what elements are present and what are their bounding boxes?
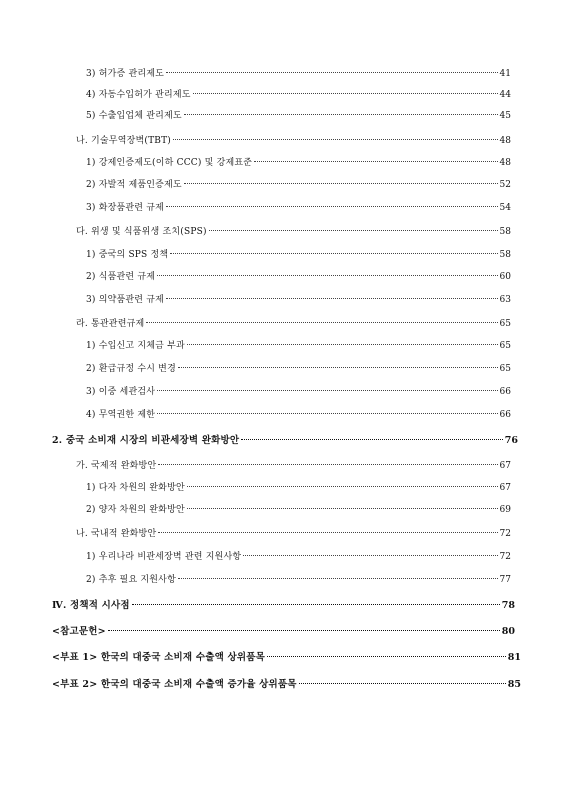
- toc-entry-label: <참고문헌>: [52, 626, 106, 637]
- toc-leader-dots: [187, 344, 498, 345]
- toc-leader-dots: [166, 298, 498, 299]
- toc-entry-label: 3) 허가증 관리제도: [86, 69, 165, 79]
- toc-entry-label: 3) 의약품관련 규제: [86, 295, 165, 305]
- toc-entry-label: 2) 식품관련 규제: [86, 272, 156, 282]
- toc-entry-label: 1) 강제인증제도(이하 CCC) 및 강제표준: [86, 158, 253, 168]
- toc-entry-page: 44: [499, 90, 511, 100]
- toc-leader-dots: [157, 390, 497, 391]
- toc-entry-page: 48: [499, 158, 511, 168]
- toc-leader-dots: [299, 683, 506, 684]
- toc-entry-page: 58: [499, 250, 511, 260]
- toc-leader-dots: [241, 439, 503, 440]
- toc-entry-label: <부표 2> 한국의 대중국 소비재 수출액 증가율 상위품목: [52, 679, 297, 690]
- toc-entry-label: 4) 자동수입허가 관리제도: [86, 90, 191, 100]
- toc-entry: [76, 528, 511, 540]
- toc-entry: [86, 504, 511, 516]
- toc-section-heading: [52, 652, 521, 664]
- toc-entry-label: 라. 통관관련규제: [76, 319, 145, 329]
- toc-entry: [86, 340, 511, 352]
- toc-leader-dots: [187, 486, 498, 487]
- toc-entry-page: 41: [499, 69, 511, 79]
- toc-entry: [86, 179, 511, 191]
- toc-entry: [86, 202, 511, 214]
- toc-entry-page: 65: [499, 341, 511, 351]
- toc-entry: [86, 482, 511, 494]
- toc-leader-dots: [184, 183, 498, 184]
- toc-leader-dots: [166, 72, 498, 73]
- toc-entry-page: 65: [499, 319, 511, 329]
- toc-entry: [86, 574, 511, 586]
- toc-entry-page: 52: [499, 180, 511, 190]
- toc-entry-label: 1) 수입신고 지체금 부과: [86, 341, 185, 351]
- toc-entry-label: 다. 위생 및 식품위생 조치(SPS): [76, 227, 207, 237]
- toc-entry: [86, 363, 511, 375]
- toc-entry: [86, 271, 511, 283]
- toc-entry-page: 45: [499, 111, 511, 121]
- toc-leader-dots: [166, 206, 498, 207]
- toc-entry-page: 85: [507, 679, 521, 690]
- toc-leader-dots: [158, 532, 497, 533]
- toc-section-heading: [52, 679, 521, 691]
- toc-leader-dots: [173, 139, 498, 140]
- toc-leader-dots: [187, 508, 498, 509]
- toc-entry-page: 48: [499, 136, 511, 146]
- toc-entry-page: 78: [501, 600, 515, 611]
- toc-section-heading: [52, 626, 515, 638]
- toc-leader-dots: [267, 656, 506, 657]
- toc-entry-label: 2. 중국 소비재 시장의 비관세장벽 완화방안: [52, 435, 240, 446]
- toc-leader-dots: [170, 253, 497, 254]
- toc-entry-label: 1) 다자 차원의 완화방안: [86, 483, 185, 493]
- toc-leader-dots: [146, 322, 497, 323]
- toc-entry: [86, 68, 511, 80]
- toc-entry: [86, 249, 511, 261]
- toc-entry-page: 67: [499, 483, 511, 493]
- toc-entry-label: 1) 우리나라 비관세장벽 관련 지원사항: [86, 552, 242, 562]
- toc-leader-dots: [254, 161, 497, 162]
- toc-leader-dots: [157, 275, 497, 276]
- toc-entry: [76, 460, 511, 472]
- toc-entry-label: 3) 이중 세관검사: [86, 387, 156, 397]
- toc-entry-page: 65: [499, 364, 511, 374]
- toc-entry-page: 72: [499, 529, 511, 539]
- toc-entry-page: 81: [507, 652, 521, 663]
- toc-entry: [76, 135, 511, 147]
- toc-entry: [86, 294, 511, 306]
- toc-leader-dots: [132, 604, 500, 605]
- toc-entry-page: 72: [499, 552, 511, 562]
- toc-entry: [86, 551, 511, 563]
- toc-entry-page: 54: [499, 203, 511, 213]
- toc-entry-label: 나. 기술무역장벽(TBT): [76, 136, 172, 146]
- toc-entry-label: 5) 수출입업체 관리제도: [86, 111, 182, 121]
- toc-entry-label: <부표 1> 한국의 대중국 소비재 수출액 상위품목: [52, 652, 265, 663]
- toc-entry: [86, 157, 511, 169]
- toc-section-heading: [52, 600, 515, 612]
- toc-leader-dots: [209, 230, 498, 231]
- toc-entry-label: 2) 추후 필요 지원사항: [86, 575, 176, 585]
- toc-entry-label: 2) 환급규정 수시 변경: [86, 364, 176, 374]
- toc-entry: [86, 386, 511, 398]
- toc-entry-label: 2) 양자 차원의 완화방안: [86, 505, 185, 515]
- toc-section-heading: [52, 435, 518, 447]
- toc-entry: [76, 318, 511, 330]
- toc-leader-dots: [158, 464, 497, 465]
- toc-entry-label: 나. 국내적 완화방안: [76, 529, 157, 539]
- toc-entry-page: 76: [504, 435, 518, 446]
- toc-entry-page: 80: [501, 626, 515, 637]
- toc-entry-page: 66: [499, 410, 511, 420]
- toc-leader-dots: [157, 413, 497, 414]
- toc-entry-page: 60: [499, 272, 511, 282]
- toc-entry-page: 67: [499, 461, 511, 471]
- toc-entry-page: 63: [499, 295, 511, 305]
- toc-entry-page: 69: [499, 505, 511, 515]
- toc-entry-label: 3) 화장품관련 규제: [86, 203, 165, 213]
- toc-leader-dots: [193, 93, 498, 94]
- toc-entry-label: Ⅳ. 정책적 시사점: [52, 600, 130, 611]
- toc-entry-label: 2) 자발적 제품인증제도: [86, 180, 182, 190]
- toc-leader-dots: [243, 555, 497, 556]
- toc-entry: [86, 409, 511, 421]
- toc-entry-page: 77: [499, 575, 511, 585]
- toc-entry-label: 1) 중국의 SPS 정책: [86, 250, 169, 260]
- toc-leader-dots: [184, 114, 498, 115]
- toc-entry: [76, 226, 511, 238]
- toc-leader-dots: [178, 367, 498, 368]
- toc-leader-dots: [108, 630, 500, 631]
- toc-entry-label: 가. 국제적 완화방안: [76, 461, 157, 471]
- toc-entry: [86, 110, 511, 122]
- toc-leader-dots: [178, 578, 498, 579]
- toc-entry-page: 66: [499, 387, 511, 397]
- toc-entry: [86, 89, 511, 101]
- toc-entry-label: 4) 무역권한 제한: [86, 410, 156, 420]
- toc-entry-page: 58: [499, 227, 511, 237]
